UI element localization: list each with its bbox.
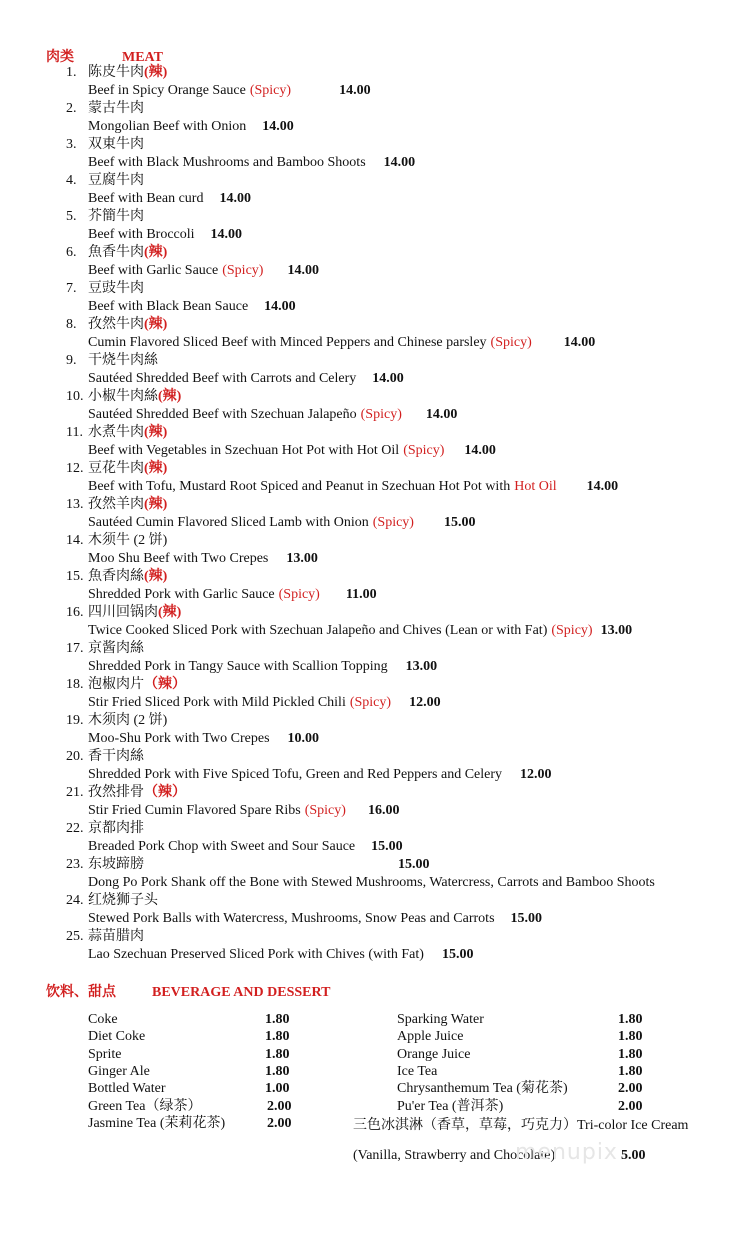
beverage-price: 1.00 — [265, 1081, 290, 1097]
item-spicy-label: Hot Oil — [514, 479, 557, 494]
item-english-name — [88, 730, 319, 748]
item-chinese-text: 红烧狮子头 — [88, 893, 158, 908]
beverage-price: 1.80 — [265, 1046, 290, 1062]
item-number: 12. — [66, 461, 84, 476]
item-chinese-text: 东坡蹄膀 — [88, 857, 144, 872]
item-spicy-label: (Spicy) — [403, 443, 445, 458]
item-english-name — [88, 118, 294, 136]
item-price: 14.00 — [219, 191, 251, 206]
beverage-name: Coke — [88, 1012, 118, 1027]
item-english-name — [88, 190, 251, 208]
item-chinese-name — [88, 748, 144, 766]
item-number: 17. — [66, 641, 84, 656]
item-english-text: Beef with Bean curd — [88, 191, 204, 206]
item-english-name — [88, 82, 371, 100]
item-chinese-name — [88, 136, 144, 154]
item-number: 23. — [66, 857, 84, 872]
item-number: 14. — [66, 533, 84, 548]
item-english-text: Stewed Pork Balls with Watercress, Mushrooms, Snow Peas and Carrots — [88, 911, 495, 926]
item-chinese-name — [88, 712, 167, 730]
menu-item — [0, 892, 750, 928]
item-price: 14.00 — [372, 371, 404, 386]
item-english-name — [88, 622, 632, 640]
item-spicy-label: (Spicy) — [249, 83, 292, 98]
item-chinese-text: 木须肉 (2 饼) — [88, 713, 168, 728]
item-english-text: Dong Po Pork Shank off the Bone with Stewed Mushrooms, Watercress, Carrots and Bamboo Shoots — [88, 875, 655, 890]
item-chinese-name — [88, 388, 181, 406]
item-number: 3. — [66, 137, 77, 152]
item-spicy-label: (Spicy) — [490, 335, 532, 350]
item-number: 24. — [66, 893, 84, 908]
item-chinese-spicy-mark: （辣） — [144, 785, 186, 800]
beverage-price: 2.00 — [618, 1098, 643, 1114]
item-spicy-label: (Spicy) — [278, 587, 320, 602]
item-chinese-name — [88, 928, 144, 946]
item-chinese-name — [88, 496, 167, 514]
item-english-name — [88, 694, 441, 712]
item-chinese-text: 干烧牛肉絲 — [88, 353, 158, 368]
item-price: 15.00 — [398, 857, 430, 872]
item-chinese-text: 京酱肉絲 — [88, 641, 144, 656]
item-english-name — [88, 550, 318, 568]
menu-item — [0, 496, 750, 532]
item-number: 22. — [66, 821, 84, 836]
menu-item — [0, 784, 750, 820]
item-english-text: Beef with Black Mushrooms and Bamboo Shoots — [88, 155, 366, 170]
item-english-name — [88, 154, 415, 172]
item-number: 21. — [66, 785, 84, 800]
item-english-text: Sautéed Shredded Beef with Szechuan Jalapeño — [88, 407, 357, 422]
meat-menu-list — [0, 64, 750, 964]
item-english-name — [88, 586, 377, 604]
item-chinese-text: 四川回锅肉 — [88, 605, 158, 620]
item-number: 5. — [66, 209, 77, 224]
item-chinese-spicy-mark: (辣) — [158, 389, 182, 404]
item-price: 13.00 — [286, 551, 318, 566]
item-chinese-text: 泡椒肉片 — [88, 677, 144, 692]
item-english-name — [88, 226, 242, 244]
item-english-text: Stir Fried Sliced Pork with Mild Pickled Chili — [88, 695, 346, 710]
menu-item — [0, 640, 750, 676]
item-number: 9. — [66, 353, 77, 368]
item-english-name — [88, 442, 496, 460]
beverage-name: Chrysanthemum Tea (菊花茶) — [397, 1081, 568, 1097]
beverage-name: Sprite — [88, 1046, 122, 1062]
item-english-text: Beef with Broccoli — [88, 227, 195, 242]
item-chinese-name — [88, 820, 144, 838]
menu-item — [0, 460, 750, 496]
menu-item — [0, 100, 750, 136]
item-price: 14.00 — [262, 119, 294, 134]
item-number: 18. — [66, 677, 84, 692]
item-chinese-name — [88, 280, 144, 298]
item-chinese-spicy-mark: (辣) — [158, 605, 182, 620]
item-price: 14.00 — [383, 155, 416, 170]
menu-item — [0, 532, 750, 568]
item-price: 14.00 — [464, 443, 496, 458]
item-chinese-text: 陈皮牛肉 — [88, 65, 144, 80]
item-english-text: Sautéed Cumin Flavored Sliced Lamb with Onion — [88, 515, 369, 530]
menu-item — [0, 856, 750, 892]
item-english-name — [88, 658, 437, 676]
item-english-text: Beef with Vegetables in Szechuan Hot Pot with Hot Oil — [88, 443, 400, 458]
item-english-text: Twice Cooked Sliced Pork with Szechuan Jalapeño and Chives (Lean or with Fat) — [88, 623, 548, 638]
item-price: 10.00 — [287, 731, 320, 746]
beverage-name: Jasmine Tea (茉莉花茶) — [88, 1115, 226, 1131]
item-english-text: Cumin Flavored Sliced Beef with Minced Peppers and Chinese parsley — [88, 335, 487, 350]
item-chinese-text: 孜然羊肉 — [88, 497, 144, 512]
item-price: 15.00 — [441, 947, 474, 962]
item-price: 15.00 — [443, 515, 476, 530]
item-spicy-label: (Spicy) — [360, 407, 402, 422]
menu-item — [0, 604, 750, 640]
beverage-name: Sparking Water — [397, 1012, 484, 1027]
menu-item — [0, 136, 750, 172]
item-english-text: Shredded Pork in Tangy Sauce with Scallion Topping — [88, 659, 388, 674]
item-chinese-name — [88, 532, 167, 550]
item-chinese-text: 蒙古牛肉 — [88, 101, 144, 116]
item-price: 13.00 — [600, 623, 633, 638]
item-spicy-label: (Spicy) — [349, 695, 392, 710]
item-chinese-text: 水煮牛肉 — [88, 425, 144, 440]
item-chinese-name — [88, 640, 144, 658]
item-chinese-name — [88, 424, 167, 442]
item-chinese-name — [88, 676, 186, 694]
item-price: 14.00 — [425, 407, 458, 422]
item-english-name — [88, 766, 552, 784]
menu-item — [0, 280, 750, 316]
item-price: 11.00 — [345, 587, 377, 602]
item-chinese-spicy-mark: (辣) — [144, 497, 168, 512]
menu-item — [0, 208, 750, 244]
item-chinese-name — [88, 568, 167, 586]
item-number: 8. — [66, 317, 77, 332]
item-number: 1. — [66, 65, 77, 80]
item-number: 19. — [66, 713, 84, 728]
item-chinese-name — [88, 892, 158, 910]
item-english-name — [88, 874, 655, 892]
item-english-name — [88, 946, 473, 964]
item-chinese-text: 孜然排骨 — [88, 785, 144, 800]
item-chinese-spicy-mark: (辣) — [144, 245, 168, 260]
ice-cream-desc: (Vanilla, Strawberry and Chocolate) — [353, 1148, 556, 1163]
menu-item — [0, 316, 750, 352]
beverage-price: 2.00 — [267, 1115, 292, 1131]
item-price: 15.00 — [510, 911, 543, 926]
item-number: 2. — [66, 101, 77, 116]
item-chinese-name — [88, 244, 167, 262]
meat-header-en: MEAT — [122, 50, 163, 65]
item-price: 14.00 — [210, 227, 243, 242]
menu-item — [0, 244, 750, 280]
beverage-name: Ginger Ale — [88, 1063, 150, 1079]
item-english-text: Lao Szechuan Preserved Sliced Pork with Chives (with Fat) — [88, 947, 424, 962]
menu-item — [0, 388, 750, 424]
item-english-text: Shredded Pork with Five Spiced Tofu, Green and Red Peppers and Celery — [88, 767, 503, 782]
item-english-text: Beef with Tofu, Mustard Root Spiced and Peanut in Szechuan Hot Pot with — [88, 479, 511, 494]
item-chinese-name — [88, 172, 144, 190]
item-chinese-text: 孜然牛肉 — [88, 317, 144, 332]
item-number: 6. — [66, 245, 77, 260]
beverage-price: 1.80 — [265, 1063, 290, 1079]
item-chinese-name — [88, 604, 181, 622]
menu-item — [0, 424, 750, 460]
item-chinese-text: 双東牛肉 — [88, 137, 144, 152]
item-english-name — [88, 910, 542, 928]
item-number: 15. — [66, 569, 84, 584]
item-english-text: Beef with Black Bean Sauce — [88, 299, 249, 314]
beverage-price: 1.80 — [618, 1063, 643, 1079]
item-chinese-text: 小椒牛肉絲 — [88, 389, 158, 404]
beverage-price: 1.80 — [265, 1012, 290, 1027]
meat-section-header — [46, 46, 163, 66]
beverage-price: 1.80 — [265, 1029, 290, 1045]
item-english-name — [88, 406, 457, 424]
item-number: 16. — [66, 605, 84, 620]
meat-header-cn: 肉类 — [46, 50, 74, 65]
item-chinese-name — [88, 316, 167, 334]
beverage-name: Pu'er Tea (普洱茶) — [397, 1098, 504, 1114]
item-spicy-label: (Spicy) — [372, 515, 414, 530]
menu-item — [0, 568, 750, 604]
beverage-name: Orange Juice — [397, 1046, 471, 1062]
item-price: 14.00 — [563, 335, 596, 350]
item-english-name — [88, 478, 618, 496]
item-number: 13. — [66, 497, 84, 512]
beverage-price: 1.80 — [618, 1029, 643, 1045]
item-english-name — [88, 370, 404, 388]
item-price: 15.00 — [371, 839, 403, 854]
item-chinese-text: 豆腐牛肉 — [88, 173, 144, 188]
item-price: 12.00 — [520, 767, 552, 782]
beverage-name: Apple Juice — [397, 1029, 464, 1045]
item-english-text: Shredded Pork with Garlic Sauce — [88, 587, 275, 602]
item-chinese-text: 豆豉牛肉 — [88, 281, 144, 296]
item-chinese-name — [88, 856, 144, 874]
item-number: 25. — [66, 929, 84, 944]
item-number: 4. — [66, 173, 77, 188]
item-chinese-name — [88, 208, 144, 226]
item-english-name — [88, 298, 296, 316]
beverage-header-en: BEVERAGE AND DESSERT — [152, 985, 331, 1000]
beverage-price: 1.80 — [618, 1012, 643, 1027]
item-price: 14.00 — [264, 299, 296, 314]
item-chinese-text: 京都肉排 — [88, 821, 144, 836]
item-english-text: Moo Shu Beef with Two Crepes — [88, 551, 269, 566]
item-english-text: Breaded Pork Chop with Sweet and Sour Sauce — [88, 839, 356, 854]
beverage-name: Ice Tea — [397, 1063, 438, 1079]
item-chinese-text: 魚香肉絲 — [88, 569, 144, 584]
item-chinese-spicy-mark: (辣) — [144, 461, 168, 476]
item-english-text: Sautéed Shredded Beef with Carrots and Celery — [88, 371, 357, 386]
item-english-text: Moo-Shu Pork with Two Crepes — [88, 731, 270, 746]
item-price: 14.00 — [339, 83, 371, 98]
item-chinese-text: 魚香牛肉 — [88, 245, 144, 260]
item-price: 14.00 — [586, 479, 619, 494]
menu-item — [0, 820, 750, 856]
item-number: 7. — [66, 281, 77, 296]
item-chinese-name — [88, 100, 144, 118]
item-english-text: Beef with Garlic Sauce — [88, 263, 219, 278]
beverage-price: 1.80 — [618, 1046, 643, 1062]
beverage-name: Bottled Water — [88, 1081, 166, 1097]
item-chinese-spicy-mark: （辣） — [144, 677, 186, 692]
item-chinese-text: 芥簡牛肉 — [88, 209, 144, 224]
menu-item — [0, 352, 750, 388]
item-chinese-text: 豆花牛肉 — [88, 461, 144, 476]
beverage-header-cn: 饮料、甜点 — [46, 985, 116, 1000]
item-spicy-label: (Spicy) — [551, 623, 593, 638]
item-english-text: Beef in Spicy Orange Sauce — [88, 83, 246, 98]
item-chinese-name — [88, 64, 167, 82]
item-spicy-label: (Spicy) — [304, 803, 346, 818]
menu-item — [0, 64, 750, 100]
beverage-name: Green Tea（绿茶） — [88, 1098, 202, 1114]
item-chinese-text: 香干肉絲 — [88, 749, 144, 764]
item-price: 12.00 — [409, 695, 441, 710]
beverage-price: 2.00 — [618, 1081, 643, 1097]
beverage-name: Diet Coke — [88, 1029, 146, 1045]
item-english-name — [88, 802, 399, 820]
item-number: 11. — [66, 425, 83, 440]
item-number: 20. — [66, 749, 84, 764]
item-english-name — [88, 334, 595, 352]
item-english-text: Mongolian Beef with Onion — [88, 119, 247, 134]
menu-item — [0, 676, 750, 712]
item-english-text: Stir Fried Cumin Flavored Spare Ribs — [88, 803, 301, 818]
ice-cream-line-1: 三色冰淇淋（香草，草莓，巧克力）Tri-color Ice Cream — [353, 1118, 689, 1133]
watermark: menupix — [515, 1140, 618, 1165]
menu-item — [0, 928, 750, 964]
item-chinese-text: 木须牛 (2 饼) — [88, 533, 168, 548]
item-price: 13.00 — [405, 659, 438, 674]
item-chinese-spicy-mark: (辣) — [144, 317, 168, 332]
menu-item — [0, 172, 750, 208]
item-chinese-spicy-mark: (辣) — [144, 569, 168, 584]
beverage-section-header — [46, 981, 330, 1001]
item-price: 16.00 — [367, 803, 400, 818]
item-price: 14.00 — [287, 263, 319, 278]
item-english-name — [88, 838, 403, 856]
item-chinese-name — [88, 784, 186, 802]
item-number: 10. — [66, 389, 84, 404]
menu-item — [0, 748, 750, 784]
item-english-name — [88, 262, 319, 280]
item-chinese-name — [88, 352, 158, 370]
item-chinese-spicy-mark: (辣) — [144, 425, 168, 440]
item-english-name — [88, 514, 475, 532]
item-chinese-text: 蒜苗腊肉 — [88, 929, 144, 944]
item-spicy-label: (Spicy) — [222, 263, 264, 278]
item-chinese-name — [88, 460, 167, 478]
beverage-price: 2.00 — [267, 1098, 292, 1114]
item-chinese-spicy-mark: (辣) — [144, 65, 168, 80]
menu-item — [0, 712, 750, 748]
ice-cream-price: 5.00 — [621, 1148, 646, 1163]
